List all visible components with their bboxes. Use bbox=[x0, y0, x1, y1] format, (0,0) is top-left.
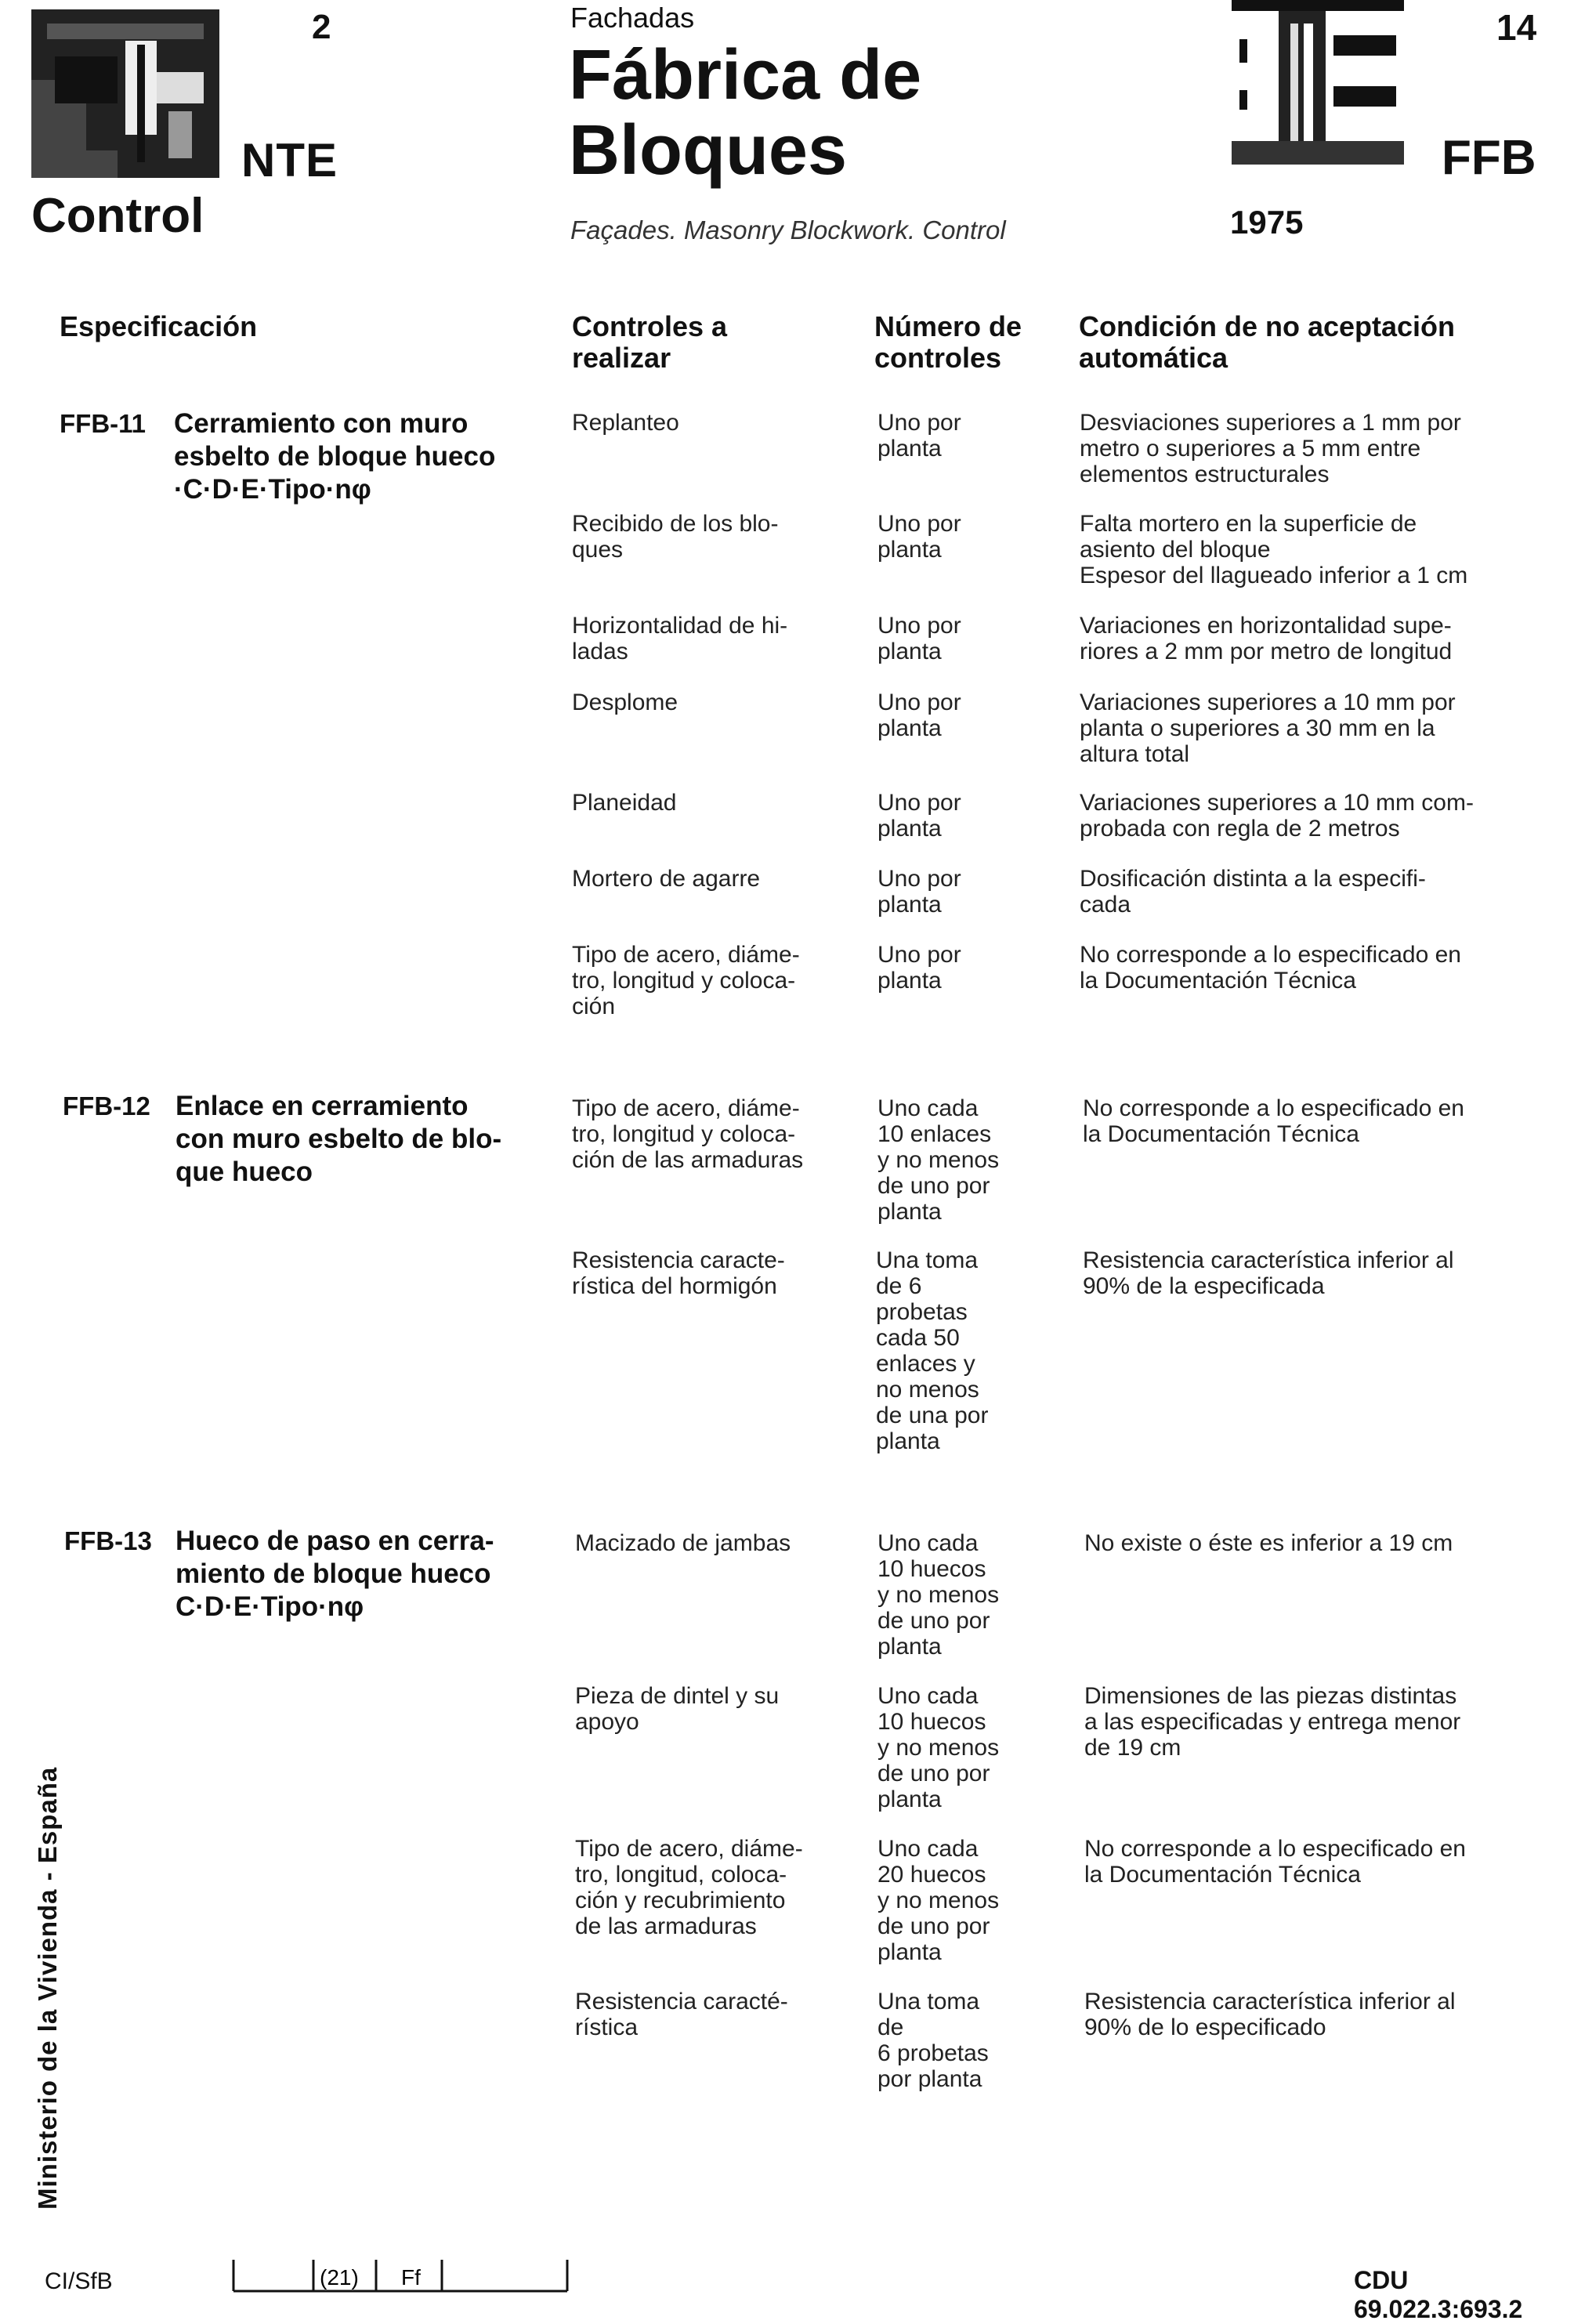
spec-description: Cerramiento con muro esbelto de bloque hueco ·C·D·E·Tipo·nφ bbox=[174, 408, 496, 505]
category-label: Fachadas bbox=[570, 2, 695, 34]
column-header-condition: Condición de no aceptación automática bbox=[1079, 310, 1456, 374]
rejection-condition: No corresponde a lo especificado en la Documentación Técnica bbox=[1080, 942, 1461, 994]
control-count: Uno por planta bbox=[877, 613, 961, 664]
column-header-number: Número de controles bbox=[874, 310, 1022, 374]
rejection-condition: Falta mortero en la superficie de asiento del bloque Espesor del llagueado inferior a 1 cm bbox=[1080, 511, 1468, 588]
rejection-condition: Variaciones superiores a 10 mm por planta o superiores a 30 mm en la altura total bbox=[1080, 690, 1456, 767]
control-count: Uno por planta bbox=[877, 866, 961, 918]
classification-box bbox=[232, 2257, 569, 2293]
box-code-1: (21) bbox=[320, 2265, 359, 2290]
control-count: Uno por planta bbox=[877, 790, 961, 842]
series-label: NTE bbox=[241, 134, 338, 186]
classification-label: CI/SfB bbox=[45, 2268, 113, 2294]
control-item: Mortero de agarre bbox=[572, 866, 761, 892]
rejection-condition: Resistencia característica inferior al 90% de la especificada bbox=[1083, 1247, 1454, 1299]
control-item: Pieza de dintel y su apoyo bbox=[575, 1683, 780, 1735]
control-count: Uno por planta bbox=[877, 511, 961, 563]
publication-year: 1975 bbox=[1230, 204, 1304, 241]
control-count: Una toma de 6 probetas cada 50 enlaces y no menos de una por planta bbox=[876, 1247, 989, 1454]
document-code: FFB bbox=[1442, 131, 1536, 185]
rejection-condition: No corresponde a lo especificado en la Documentación Técnica bbox=[1084, 1836, 1466, 1888]
control-item: Tipo de acero, diáme- tro, longitud y coloca- ción de las armaduras bbox=[572, 1095, 804, 1173]
cdu-code: CDU 69.022.3:693.2 bbox=[1354, 2266, 1523, 2323]
control-count: Uno cada 10 huecos y no menos de uno por planta bbox=[877, 1530, 1000, 1660]
page-title bbox=[569, 38, 921, 188]
control-item: Replanteo bbox=[572, 410, 679, 436]
rejection-condition: Dimensiones de las piezas distintas a las especificadas y entrega menor de 19 cm bbox=[1084, 1683, 1461, 1761]
box-code-2: Ff bbox=[401, 2265, 421, 2290]
control-item: Macizado de jambas bbox=[575, 1530, 791, 1556]
page-number: 14 bbox=[1496, 7, 1537, 48]
control-count: Una toma de 6 probetas por planta bbox=[877, 1989, 989, 2092]
control-item: Recibido de los blo- ques bbox=[572, 511, 779, 563]
spec-code: FFB-13 bbox=[64, 1526, 152, 1555]
control-count: Uno cada 10 enlaces y no menos de uno por planta bbox=[877, 1095, 1000, 1225]
rejection-condition: Desviaciones superiores a 1 mm por metro o superiores a 5 mm entre elementos estructurales bbox=[1080, 410, 1461, 487]
control-item: Desplome bbox=[572, 690, 678, 715]
rejection-condition: Variaciones superiores a 10 mm com- probada con regla de 2 metros bbox=[1080, 790, 1474, 842]
rejection-condition: No existe o éste es inferior a 19 cm bbox=[1084, 1530, 1453, 1556]
spec-description: Enlace en cerramiento con muro esbelto de blo- que hueco bbox=[175, 1091, 502, 1187]
control-item: Horizontalidad de hi- ladas bbox=[572, 613, 788, 664]
nte-logo bbox=[31, 9, 219, 178]
ministry-side-label: Ministerio de la Vivienda - España bbox=[33, 1766, 62, 2210]
column-header-spec: Especificación bbox=[60, 310, 258, 342]
column-header-controls: Controles a realizar bbox=[572, 310, 728, 374]
control-item: Tipo de acero, diáme- tro, longitud y coloca- ción bbox=[572, 942, 800, 1019]
control-item: Planeidad bbox=[572, 790, 677, 816]
control-item: Resistencia caracté- rística bbox=[575, 1989, 788, 2040]
ffb-logo bbox=[1232, 0, 1404, 168]
control-item: Tipo de acero, diáme- tro, longitud, coloca- ción y recubrimiento de las armaduras bbox=[575, 1836, 803, 1939]
page-subtitle: Façades. Masonry Blockwork. Control bbox=[570, 215, 1006, 244]
spec-description: Hueco de paso en cerra- miento de bloque hueco C·D·E·Tipo·nφ bbox=[175, 1526, 494, 1622]
title-line-2: Bloques bbox=[569, 111, 848, 190]
spec-code: FFB-12 bbox=[63, 1091, 150, 1120]
rejection-condition: No corresponde a lo especificado en la Documentación Técnica bbox=[1083, 1095, 1464, 1147]
control-count: Uno por planta bbox=[877, 690, 961, 741]
section-label: Control bbox=[31, 189, 204, 243]
control-count: Uno cada 10 huecos y no menos de uno por planta bbox=[877, 1683, 1000, 1812]
control-count: Uno por planta bbox=[877, 410, 961, 462]
rejection-condition: Variaciones en horizontalidad supe- riores a 2 mm por metro de longitud bbox=[1080, 613, 1453, 664]
control-count: Uno cada 20 huecos y no menos de uno por planta bbox=[877, 1836, 1000, 1965]
control-count: Uno por planta bbox=[877, 942, 961, 994]
sheet-number: 2 bbox=[312, 8, 331, 46]
spec-code: FFB-11 bbox=[60, 409, 147, 438]
rejection-condition: Dosificación distinta a la especifi- cada bbox=[1080, 866, 1426, 918]
rejection-condition: Resistencia característica inferior al 90% de lo especificado bbox=[1084, 1989, 1456, 2040]
control-item: Resistencia caracte- rística del hormigón bbox=[572, 1247, 785, 1299]
title-line-1: Fábrica de bbox=[569, 36, 922, 114]
